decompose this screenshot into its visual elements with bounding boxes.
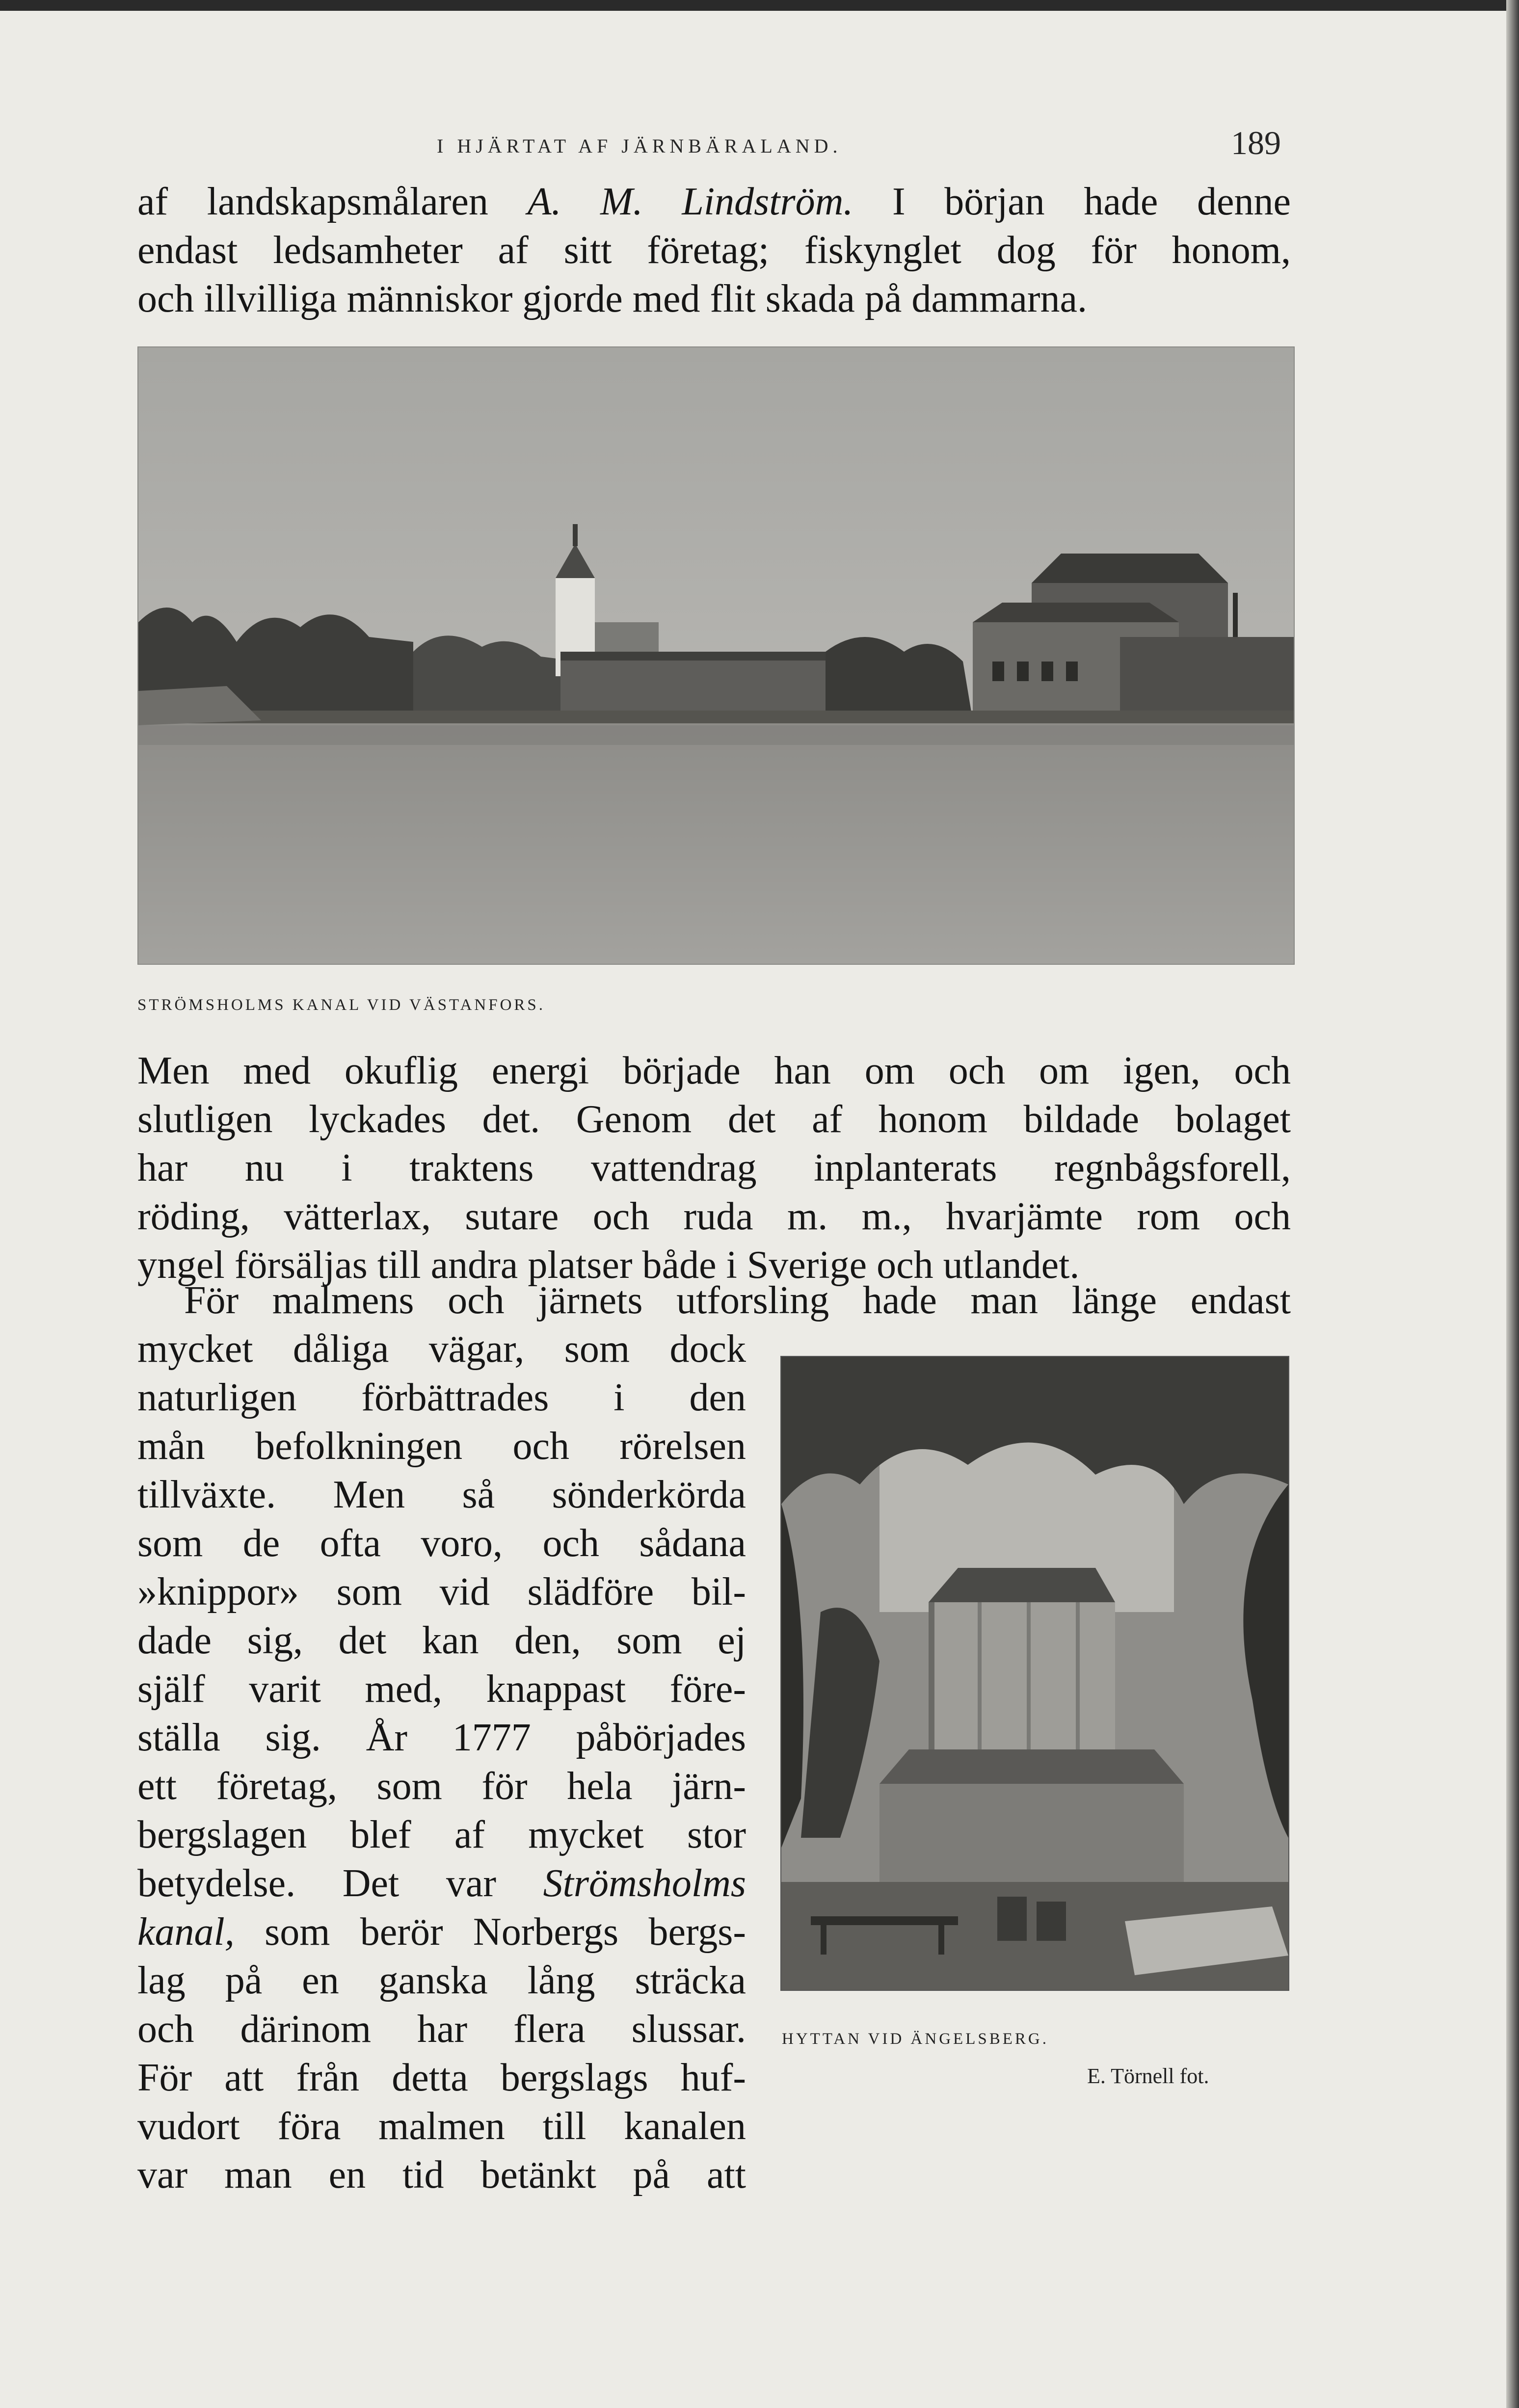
paragraph-3-line-3: naturligen förbättrades i den	[137, 1376, 746, 1419]
photo-stromsholms-kanal	[137, 346, 1295, 965]
paragraph-3-line-19: var man en tid betänkt på att	[137, 2153, 746, 2196]
paragraph-3-body	[137, 1325, 746, 2199]
figure-1-caption: STRÖMSHOLMS KANAL VID VÄSTANFORS.	[137, 996, 546, 1014]
paragraph-3-first-line	[137, 1276, 1291, 1325]
paragraph-2-line-2: slutligen lyckades det. Genom det af honom bildade bolaget	[137, 1098, 1291, 1141]
paragraph-3-line-7: »knippor» som vid slädföre bil-	[137, 1570, 746, 1614]
paragraph-3-line-12: bergslagen blef af mycket stor	[137, 1813, 746, 1856]
paragraph-3-line-16: och därinom har flera slussar.	[137, 2008, 746, 2051]
photo-credit: E. Törnell fot.	[1087, 2064, 1209, 2088]
paragraph-2-line-5: yngel försäljas till andra platser både i Sverige och utlandet.	[137, 1244, 1080, 1287]
paragraph-3-line-14: kanal, som berör Norbergs bergs-	[137, 1910, 746, 1954]
paragraph-3-line-1: För malmens och järnets utforsling hade man länge endast	[184, 1279, 1291, 1322]
paragraph-3-line-4: mån befolkningen och rörelsen	[137, 1425, 746, 1468]
author-name: A. M. Lindström.	[527, 180, 853, 223]
page-number: 189	[1231, 124, 1281, 161]
paragraph-1-line-1: af landskapsmålaren A. M. Lindström. I början hade denne	[137, 180, 1291, 223]
canal-name: Strömsholms	[543, 1862, 746, 1905]
paragraph-3-line-8: dade sig, det kan den, som ej	[137, 1619, 746, 1662]
running-title: I HJÄRTAT AF JÄRNBÄRALAND.	[437, 135, 842, 157]
photo-hyttan-angelsberg	[780, 1356, 1289, 1991]
paragraph-3-line-5: tillväxte. Men så sönderkörda	[137, 1473, 746, 1516]
paragraph-2-line-3: har nu i traktens vattendrag inplanterats regnbågsforell,	[137, 1146, 1291, 1190]
paragraph-3-line-6: som de ofta voro, och sådana	[137, 1522, 746, 1565]
page-edge-top	[0, 0, 1519, 11]
paragraph-3-line-10: ställa sig. År 1777 påbörjades	[137, 1716, 746, 1759]
paragraph-3-line-13: betydelse. Det var Strömsholms	[137, 1862, 746, 1905]
page-edge-right	[1506, 0, 1519, 2408]
paragraph-1-line-3: och illvilliga människor gjorde med flit skada på dammarna.	[137, 277, 1088, 320]
paragraph-3-line-18: vudort föra malmen till kanalen	[137, 2105, 746, 2148]
paragraph-3-line-17: För att från detta bergslags huf-	[137, 2056, 746, 2099]
paragraph-3-line-11: ett företag, som för hela järn-	[137, 1765, 746, 1808]
paragraph-2	[137, 1047, 1291, 1290]
paragraph-1-line-2: endast ledsamheter af sitt företag; fiskynglet dog för honom,	[137, 229, 1291, 272]
paragraph-3-line-9: själf varit med, knappast före-	[137, 1667, 746, 1711]
figure-2-caption: HYTTAN VID ÄNGELSBERG.	[782, 2030, 1049, 2048]
paragraph-2-line-1: Men med okuflig energi började han om och om igen, och	[137, 1049, 1291, 1092]
paragraph-3-line-15: lag på en ganska lång sträcka	[137, 1959, 746, 2002]
paragraph-2-line-4: röding, vätterlax, sutare och ruda m. m., hvarjämte rom och	[137, 1195, 1291, 1238]
paragraph-1	[137, 178, 1291, 323]
running-header	[137, 124, 1281, 168]
paragraph-3-line-2: mycket dåliga vägar, som dock	[137, 1327, 746, 1371]
canal-word: kanal,	[137, 1910, 235, 1954]
